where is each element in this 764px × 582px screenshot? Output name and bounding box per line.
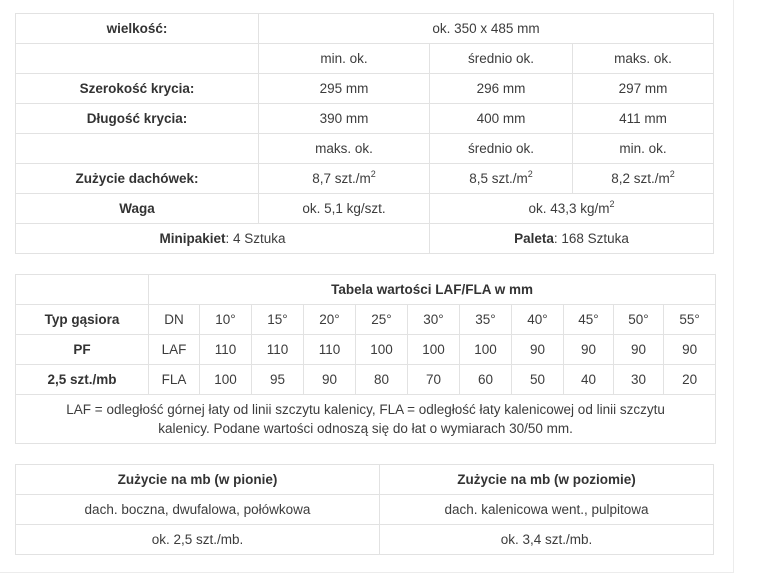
horizontal-header: Zużycie na mb (w poziomie) bbox=[380, 465, 714, 495]
table-row bbox=[16, 465, 714, 495]
laf-table-title: Tabela wartości LAF/FLA w mm bbox=[149, 275, 716, 305]
vertical-header: Zużycie na mb (w pionie) bbox=[16, 465, 380, 495]
table-row bbox=[16, 275, 716, 305]
table-row: Długość krycia: 390 mm 400 mm 411 mm bbox=[16, 104, 714, 134]
size-value: ok. 350 x 485 mm bbox=[259, 14, 714, 44]
table-row: maks. ok. średnio ok. min. ok. bbox=[16, 134, 714, 164]
laf-fla-table bbox=[15, 274, 716, 444]
table-row: min. ok. średnio ok. maks. ok. bbox=[16, 44, 714, 74]
per-meter-table bbox=[15, 464, 714, 555]
table-row: Waga ok. 5,1 kg/szt. ok. 43,3 $kg/m^2$ bbox=[16, 194, 714, 224]
minipack-cell: Minipakiet: 4 Sztuka bbox=[16, 224, 430, 254]
table-row bbox=[16, 224, 714, 254]
table-row: Zużycie dachówek: 8,7 $szt./m^2$ 8,5 $szt./m^2$ 8,2 $szt./m^2$ bbox=[16, 164, 714, 194]
size-label: wielkość: bbox=[16, 14, 259, 44]
table-row: dach. boczna, dwufalowa, połówkowa dach. kalenicowa went., pulpitowa bbox=[16, 495, 714, 525]
table-row: 2,5 szt./mb FLA 100 95 90 80 70 60 50 40 30 20 bbox=[16, 365, 716, 395]
table-row: Typ gąsiora DN 10° 15° 20° 25° 30° 35° 40° 45° 50° 55° bbox=[16, 305, 716, 335]
usage-label: Zużycie dachówek: bbox=[16, 164, 259, 194]
laf-note: LAF = odległość górnej łaty od linii szczytu kalenicy, FLA = odległość łaty kalenicowej od linii szczytu kalenicy. Podane wartości odnoszą się do łat o wymiarach 30/50 mm. bbox=[16, 395, 716, 444]
table-row bbox=[16, 395, 716, 444]
pallet-cell: Paleta: 168 Sztuka bbox=[430, 224, 714, 254]
length-label: Długość krycia: bbox=[16, 104, 259, 134]
table-row: PF LAF 110 110 110 100 100 100 90 90 90 90 bbox=[16, 335, 716, 365]
table-row: Szerokość krycia: 295 mm 296 mm 297 mm bbox=[16, 74, 714, 104]
table-row: ok. 2,5 szt./mb. ok. 3,4 szt./mb. bbox=[16, 525, 714, 555]
table-row bbox=[16, 14, 714, 44]
spec-table bbox=[15, 13, 714, 254]
width-label: Szerokość krycia: bbox=[16, 74, 259, 104]
weight-label: Waga bbox=[16, 194, 259, 224]
